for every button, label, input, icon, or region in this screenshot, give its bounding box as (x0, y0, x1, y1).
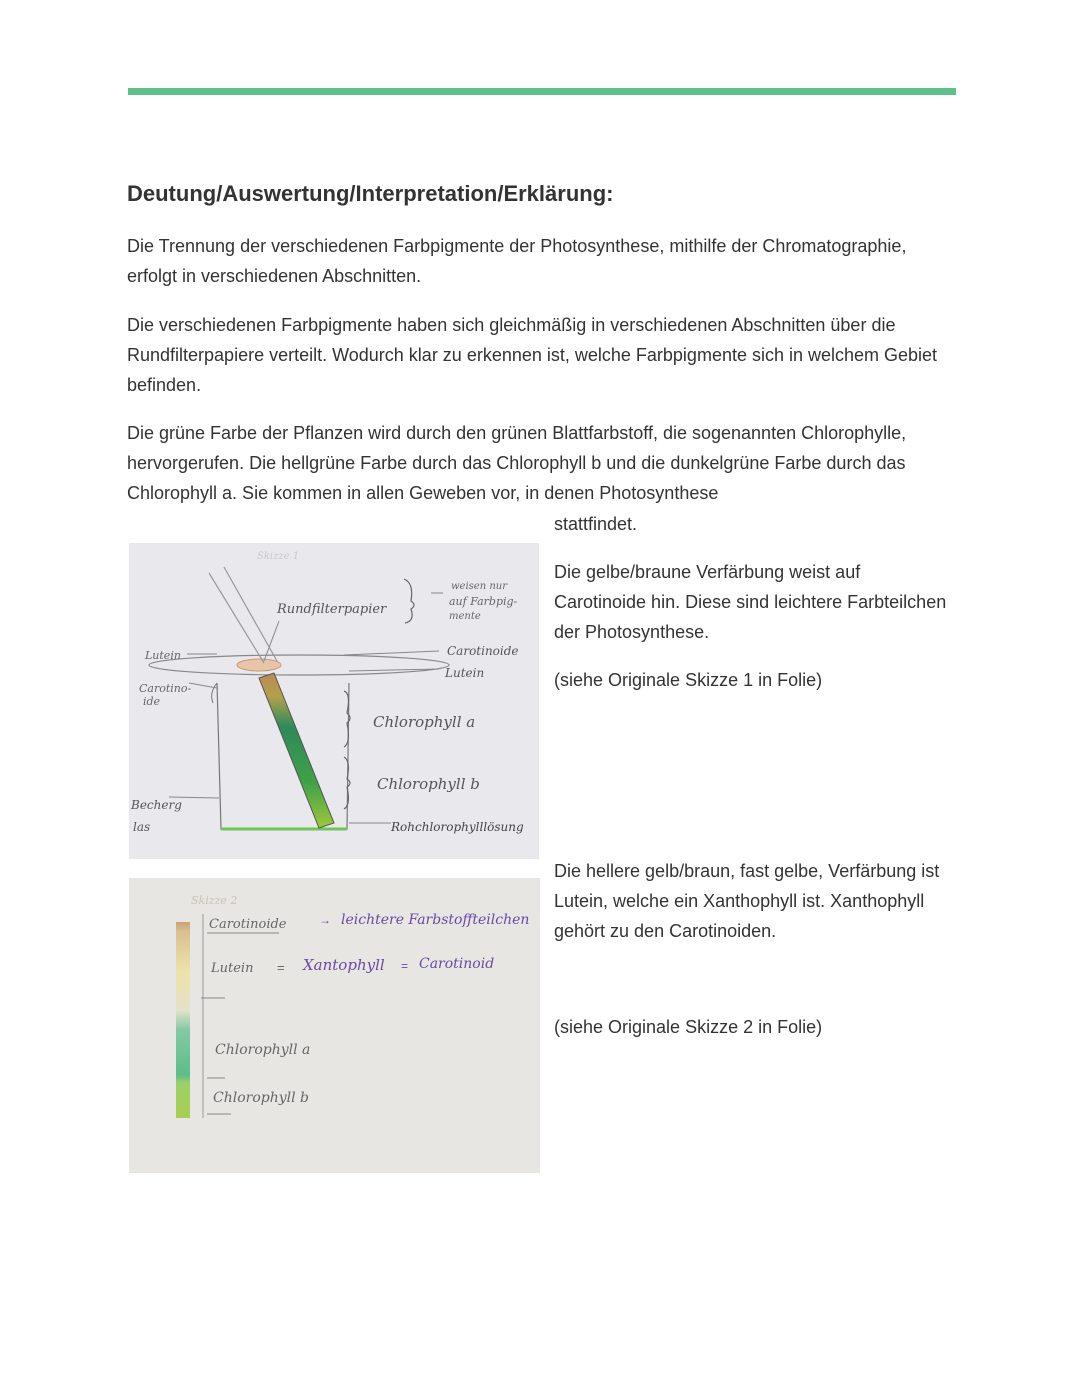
paragraph-distribution: Die verschiedenen Farbpigmente haben sich gleichmäßig in verschiedenen Abschnitten über die Rundfilterpapiere verteilt. Wodurch klar zu erkennen ist, welche Farbpigmente sich in welchem Gebiet befinden. (127, 315, 938, 395)
sketch2-label-chlorophyll-a: Chlorophyll a (215, 1042, 311, 1058)
lutein-explanation: Die hellere gelb/braun, fast gelbe, Verfärbung ist Lutein, welche ein Xanthophyll ist. Xanthophyll gehört zu den Carotinoiden. (554, 861, 940, 941)
sketch2-label-leichtere: leichtere Farbstoffteilchen (341, 912, 530, 928)
sketch2-label-xanthophyll: Xantophyll (303, 956, 385, 974)
sketch1-label-rundfilterpapier: Rundfilterpapier (277, 602, 387, 617)
sketch1-label-rohchlorophyll: Rohchlorophylllösung (391, 820, 524, 834)
sketch-1-drawing (129, 543, 539, 859)
sketch2-title: Skizze 2 (191, 894, 238, 907)
sketch1-label-carotinoide: Carotinoide (447, 644, 519, 658)
sketch2-label-lutein: Lutein (211, 961, 254, 976)
arrow-icon: → (319, 913, 331, 927)
sketch-2-photo (129, 878, 540, 1173)
sketch1-note-3: mente (449, 611, 481, 622)
sketch1-label-lutein-left: Lutein (145, 649, 181, 662)
sketch-2-drawing (129, 878, 540, 1173)
accent-bar (128, 88, 956, 95)
sketch2-label-chlorophyll-b: Chlorophyll b (213, 1090, 310, 1106)
equals-sign-2: = (401, 959, 409, 973)
sketch2-reference: (siehe Originale Skizze 2 in Folie) (554, 1017, 823, 1037)
paragraph-chlorophyll: Die grüne Farbe der Pflanzen wird durch den grünen Blattfarbstoff, die sogenannten Chlorophylle, hervorgerufen. Die hellgrüne Farbe durch das Chlorophyll b und die dunkelgrüne Farbe durch das Chlorophyll a. Sie kommen in allen Geweben vor, in denen Photosynthese (127, 423, 907, 503)
paragraph-separation: Die Trennung der verschiedenen Farbpigmente der Photosynthese, mithilfe der Chromatographie, erfolgt in verschiedenen Abschnitten. (127, 236, 907, 286)
sketch1-label-chlorophyll-b: Chlorophyll b (377, 775, 480, 793)
section-heading: Deutung/Auswertung/Interpretation/Erklärung: (127, 181, 614, 206)
sketch1-label-becherglas-1: Becherg (131, 798, 182, 812)
sketch1-label-chlorophyll-a: Chlorophyll a (373, 713, 476, 731)
paragraph-chlorophyll-end: stattfindet. (554, 514, 638, 534)
carotinoide-explanation: Die gelbe/braune Verfärbung weist auf Carotinoide hin. Diese sind leichtere Farbteilchen der Photosynthese. (554, 562, 947, 642)
sketch1-label-carotinoide-left-2: ide (143, 695, 161, 708)
sketch1-title: Skizze 1 (257, 551, 300, 562)
sketch1-label-lutein: Lutein (445, 666, 485, 680)
sketch1-note-1: weisen nur (451, 581, 508, 592)
sketch2-label-carotinoide: Carotinoide (209, 917, 287, 932)
sketch1-label-carotinoide-left-1: Carotino- (139, 682, 192, 695)
sketch1-note-2: auf Farbpig- (449, 595, 518, 608)
sketch2-label-carotinoid: Carotinoid (419, 956, 495, 972)
sketch1-reference: (siehe Originale Skizze 1 in Folie) (554, 670, 823, 690)
sketch1-label-becherglas-2: las (133, 820, 151, 834)
equals-sign-1: = (277, 960, 285, 975)
sketch-1-photo (129, 543, 539, 859)
